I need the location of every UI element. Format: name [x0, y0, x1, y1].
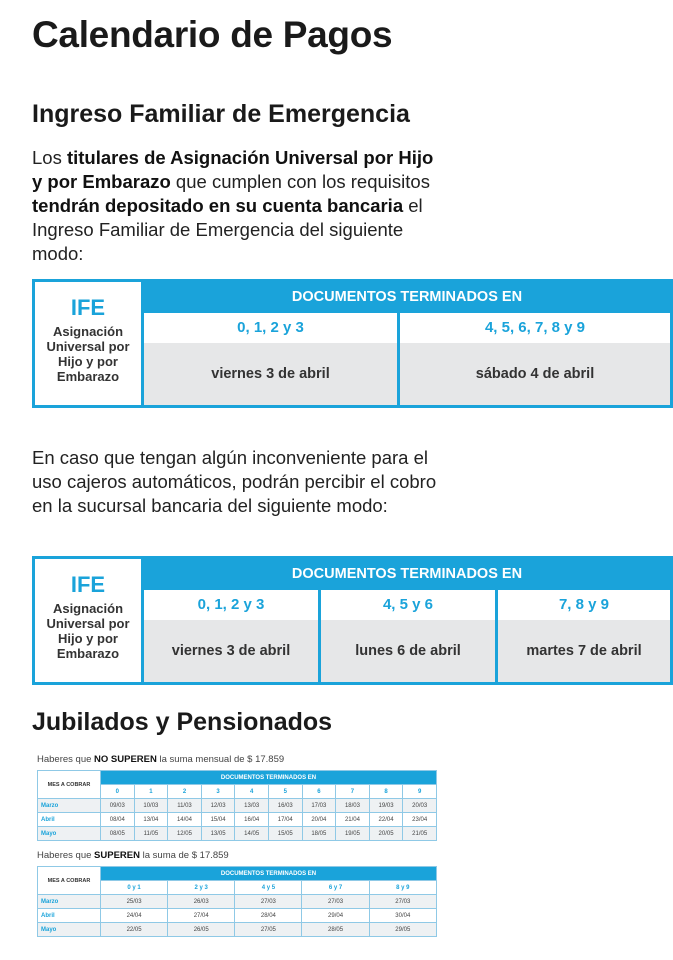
digits-cell: 4, 5 y 6: [382, 596, 434, 613]
digit-header: 2 y 3: [168, 881, 235, 895]
table-column: [400, 313, 670, 405]
table-column: [144, 590, 321, 682]
table-row: [38, 923, 437, 937]
table-row: [38, 813, 437, 827]
caption-superen: [37, 850, 229, 861]
schedule-table-no-superen: [37, 770, 437, 841]
month-label: Abril: [38, 813, 101, 827]
date-cell: [144, 343, 397, 405]
table-row: [38, 909, 437, 923]
date-cell: 11/03: [168, 799, 202, 813]
date-cell: 13/05: [201, 827, 235, 841]
p1-b: titulares de Asignación Universal por Hijo y por Embarazo: [32, 147, 434, 192]
table-header: DOCUMENTOS TERMINADOS EN: [101, 867, 437, 881]
digit-header: 4: [235, 785, 269, 799]
cap2-a: Haberes que: [37, 850, 95, 861]
date-cell: 27/04: [168, 909, 235, 923]
month-label: Marzo: [38, 895, 101, 909]
date-cell: 12/03: [201, 799, 235, 813]
date-cell: 21/05: [403, 827, 437, 841]
date-cell: 15/05: [268, 827, 302, 841]
page-title: Calendario de Pagos: [32, 14, 393, 55]
p1-c: que cumplen con los requisitos: [170, 171, 430, 192]
date-text: lunes 6 de abril: [355, 643, 461, 659]
date-cell: [144, 620, 318, 682]
table-header: DOCUMENTOS TERMINADOS EN: [144, 282, 670, 313]
month-label: Abril: [38, 909, 101, 923]
date-cell: 24/04: [101, 909, 168, 923]
cap1-b: NO SUPEREN: [94, 754, 157, 765]
date-cell: 19/03: [369, 799, 403, 813]
table-header: DOCUMENTOS TERMINADOS EN: [101, 771, 437, 785]
digit-header: 6 y 7: [302, 881, 369, 895]
ife-label-cell: [35, 559, 144, 682]
date-cell: 19/05: [336, 827, 370, 841]
ife-label: IFE: [70, 295, 106, 320]
date-cell: 25/03: [101, 895, 168, 909]
digits-cell: 7, 8 y 9: [558, 596, 610, 613]
mes-header: MES A COBRAR: [38, 771, 101, 799]
digit-header: 0: [101, 785, 135, 799]
date-cell: 18/03: [336, 799, 370, 813]
cap1-a: Haberes que: [37, 754, 95, 765]
date-cell: 22/05: [101, 923, 168, 937]
date-cell: 27/03: [369, 895, 436, 909]
date-cell: 27/03: [302, 895, 369, 909]
date-cell: [400, 343, 670, 405]
ife-table-branch: [32, 556, 673, 685]
bank-branch-paragraph: En caso que tengan algún inconveniente para el uso cajeros automáticos, podrán percibir el cobro en la sucursal bancaria del siguiente modo:: [32, 447, 437, 516]
date-cell: 17/03: [302, 799, 336, 813]
date-cell: 21/04: [336, 813, 370, 827]
date-cell: [321, 620, 495, 682]
date-cell: 15/04: [201, 813, 235, 827]
digits-cell: 0, 1, 2 y 3: [197, 596, 265, 613]
cap2-b: SUPEREN: [94, 850, 140, 861]
digit-header: 9: [403, 785, 437, 799]
table-row: [38, 895, 437, 909]
month-label: Mayo: [38, 923, 101, 937]
date-cell: 13/03: [235, 799, 269, 813]
date-cell: 26/05: [168, 923, 235, 937]
p1-a: Los: [32, 147, 67, 168]
date-cell: 30/04: [369, 909, 436, 923]
date-cell: 08/05: [101, 827, 135, 841]
date-cell: 09/03: [101, 799, 135, 813]
date-cell: 23/04: [403, 813, 437, 827]
ife-sublabel: Asignación Universal por Hijo y por Embarazo: [46, 324, 130, 384]
digit-header: 2: [168, 785, 202, 799]
digit-header: 0 y 1: [101, 881, 168, 895]
table-row: [38, 827, 437, 841]
date-cell: 14/05: [235, 827, 269, 841]
month-label: Marzo: [38, 799, 101, 813]
p1-d: tendrán depositado en su cuenta bancaria: [32, 195, 404, 216]
date-cell: 14/04: [168, 813, 202, 827]
mes-header: MES A COBRAR: [38, 867, 101, 895]
table-column: [144, 313, 400, 405]
date-cell: 16/04: [235, 813, 269, 827]
date-cell: 17/04: [268, 813, 302, 827]
date-cell: 22/04: [369, 813, 403, 827]
date-cell: 20/03: [403, 799, 437, 813]
date-cell: 26/03: [168, 895, 235, 909]
date-cell: [498, 620, 670, 682]
date-cell: 18/05: [302, 827, 336, 841]
ife-sublabel: Asignación Universal por Hijo y por Embarazo: [46, 601, 130, 661]
digit-header: 3: [201, 785, 235, 799]
table-column: [321, 590, 498, 682]
digit-header: 5: [268, 785, 302, 799]
ife-table-deposit: [32, 279, 673, 408]
date-cell: 27/05: [235, 923, 302, 937]
date-cell: 16/03: [268, 799, 302, 813]
month-label: Mayo: [38, 827, 101, 841]
date-text: viernes 3 de abril: [171, 643, 291, 659]
caption-no-superen: [37, 754, 284, 765]
digit-header: 6: [302, 785, 336, 799]
digits-cell: 0, 1, 2 y 3: [237, 319, 304, 336]
digit-header: 8 y 9: [369, 881, 436, 895]
digits-cell: 4, 5, 6, 7, 8 y 9: [484, 319, 586, 336]
date-cell: 29/04: [302, 909, 369, 923]
section-title-jubilados: Jubilados y Pensionados: [32, 708, 333, 736]
date-cell: 11/05: [134, 827, 168, 841]
date-cell: 20/04: [302, 813, 336, 827]
ife-label: IFE: [70, 572, 106, 597]
date-cell: 20/05: [369, 827, 403, 841]
date-cell: 29/05: [369, 923, 436, 937]
date-text: martes 7 de abril: [526, 643, 642, 659]
schedule-table-superen: [37, 866, 437, 937]
date-cell: 13/04: [134, 813, 168, 827]
ife-label-cell: [35, 282, 144, 405]
ife-intro-paragraph: [32, 146, 442, 266]
digit-header: 4 y 5: [235, 881, 302, 895]
cap2-c: la suma de $ 17.859: [139, 850, 229, 861]
digit-header: 1: [134, 785, 168, 799]
digit-header: 7: [336, 785, 370, 799]
date-cell: 12/05: [168, 827, 202, 841]
date-cell: 10/03: [134, 799, 168, 813]
p1-e: el Ingreso Familiar de Emergencia del siguiente modo:: [32, 195, 423, 264]
date-cell: 08/04: [101, 813, 135, 827]
date-text: viernes 3 de abril: [211, 366, 330, 382]
date-cell: 28/05: [302, 923, 369, 937]
date-cell: 28/04: [235, 909, 302, 923]
date-cell: 27/03: [235, 895, 302, 909]
table-header: DOCUMENTOS TERMINADOS EN: [144, 559, 670, 590]
digit-header: 8: [369, 785, 403, 799]
section-title-ife: Ingreso Familiar de Emergencia: [32, 100, 410, 128]
cap1-c: la suma mensual de $ 17.859: [156, 754, 285, 765]
date-text: sábado 4 de abril: [475, 366, 595, 382]
table-column: [498, 590, 670, 682]
table-row: [38, 799, 437, 813]
